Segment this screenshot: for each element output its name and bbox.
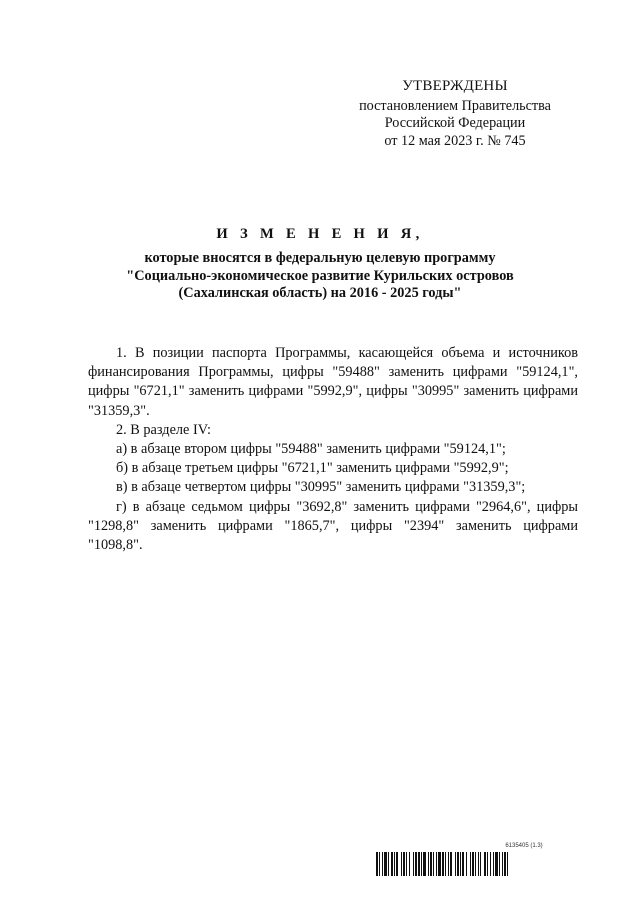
approval-heading: УТВЕРЖДЕНЫ	[402, 78, 508, 94]
title-main: И З М Е Н Е Н И Я,	[216, 226, 424, 242]
approval-line-1: постановлением Правительства	[359, 97, 551, 114]
paragraph-1: 1. В позиции паспорта Программы, касающейся объема и источников финансирования Программы, цифры "59488" заменить цифрами "59124,1", цифры "6721,1" заменить цифрами "5992,9", цифры "30995" заменить цифрами "31359,3".	[88, 345, 578, 419]
approval-stamp	[330, 78, 580, 150]
title-line-3: (Сахалинская область) на 2016 - 2025 годы"	[178, 285, 462, 302]
title-line-2: "Социально-экономическое развитие Курильских островов	[126, 267, 514, 284]
barcode-icon	[376, 852, 583, 876]
paragraph-2: 2. В разделе IV:	[116, 421, 211, 438]
title-line-1: которые вносятся в федеральную целевую программу	[144, 249, 496, 266]
paragraph-2b: б) в абзаце третьем цифры "6721,1" заменить цифрами "5992,9";	[116, 460, 509, 477]
approval-line-2: Российской Федерации	[384, 115, 526, 132]
paragraph-2c: в) в абзаце четвертом цифры "30995" заменить цифрами "31359,3";	[116, 479, 526, 496]
paragraph-2d: г) в абзаце седьмом цифры "3692,8" заменить цифрами "2964,6", цифры "1298,8" заменить цифрами "1865,7", цифры "2394" заменить цифрами "1098,8".	[88, 498, 578, 554]
paragraph-2a: а) в абзаце втором цифры "59488" заменить цифрами "59124,1";	[116, 441, 506, 458]
document-body	[88, 344, 578, 555]
approval-line-3: от 12 мая 2023 г. № 745	[384, 132, 526, 149]
document-title	[60, 226, 580, 303]
document-code: 6135405 (1.3)	[505, 843, 543, 849]
